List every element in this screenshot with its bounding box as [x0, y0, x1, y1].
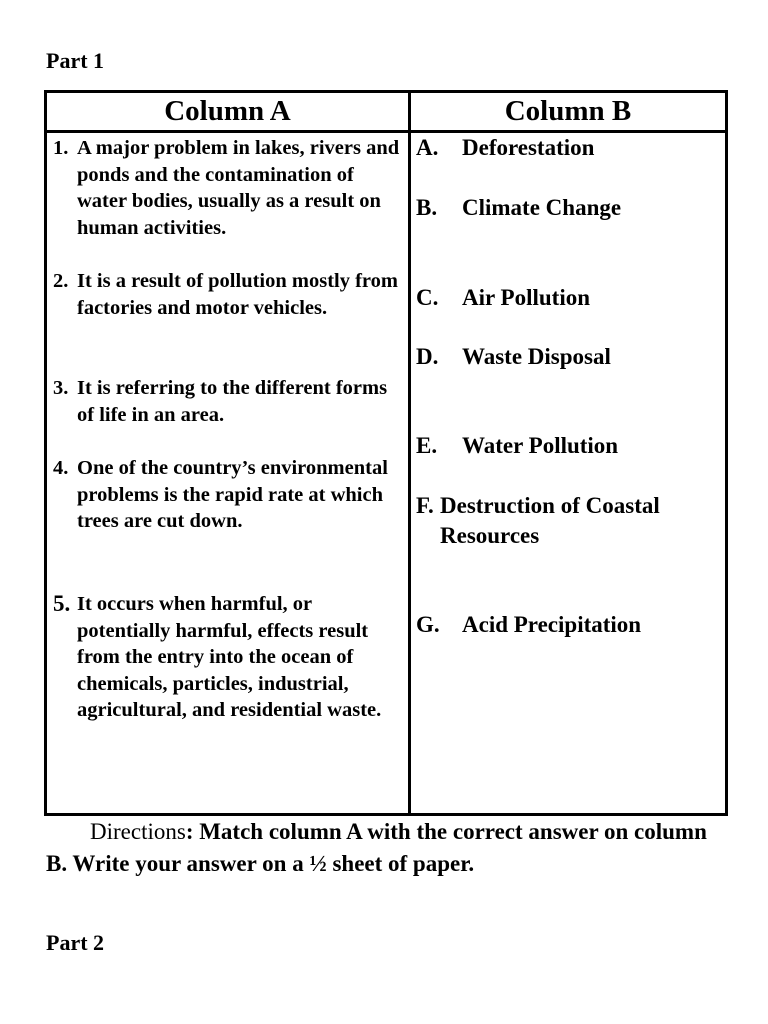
column-a-header: Column A — [164, 95, 291, 127]
item-number: 2. — [53, 270, 69, 292]
item-number: 5. — [53, 591, 71, 616]
column-b-item — [416, 283, 726, 313]
item-text: It is a result of pollution mostly from factories and motor vehicles. — [77, 270, 398, 319]
part-1-heading: Part 1 — [46, 48, 105, 73]
column-a-item — [53, 268, 403, 321]
item-text: It is referring to the different forms of life in an area. — [77, 377, 388, 426]
item-text: Air Pollution — [462, 285, 591, 310]
column-b-item — [416, 193, 726, 223]
directions-paragraph — [46, 816, 726, 880]
column-b-item — [416, 431, 726, 461]
item-letter: E. — [416, 433, 438, 458]
item-text: Acid Precipitation — [462, 612, 642, 637]
directions-label: Directions — [90, 819, 186, 844]
item-text: Destruction of Coastal Resources — [440, 493, 660, 548]
column-b-header: Column B — [504, 95, 632, 127]
matching-table — [44, 90, 728, 816]
column-a-item — [53, 375, 403, 428]
item-number: 4. — [53, 457, 69, 479]
column-a-item — [53, 455, 403, 535]
item-letter: A. — [416, 135, 439, 160]
item-text: Waste Disposal — [462, 344, 611, 369]
item-number: 1. — [53, 137, 69, 159]
item-text: It occurs when harmful, or potentially harmful, effects result from the entry into the ocean of chemicals, particles, industrial, agricultural, and residential waste. — [77, 593, 382, 722]
part-2-heading: Part 2 — [46, 930, 105, 955]
item-letter: F. — [416, 493, 434, 518]
item-number: 3. — [53, 377, 69, 399]
column-b-item — [416, 342, 726, 372]
item-text: A major problem in lakes, rivers and ponds and the contamination of water bodies, usually as a result on human activities. — [77, 137, 400, 239]
item-text: One of the country’s environmental problems is the rapid rate at which trees are cut down. — [77, 457, 388, 533]
item-text: Climate Change — [462, 195, 622, 220]
item-letter: B. — [416, 195, 438, 220]
column-b-item — [416, 610, 726, 640]
item-text: Deforestation — [462, 135, 595, 160]
directions-text: : Match column A with the correct answer on column B. Write your answer on a ½ sheet of paper. — [46, 819, 707, 876]
column-divider — [408, 93, 411, 813]
column-a-item — [53, 135, 403, 241]
column-b-item — [416, 491, 726, 551]
item-letter: G. — [416, 612, 440, 637]
column-a-item — [53, 591, 403, 724]
item-letter: C. — [416, 285, 439, 310]
column-b-item — [416, 133, 726, 163]
item-text: Water Pollution — [462, 433, 619, 458]
item-letter: D. — [416, 344, 439, 369]
